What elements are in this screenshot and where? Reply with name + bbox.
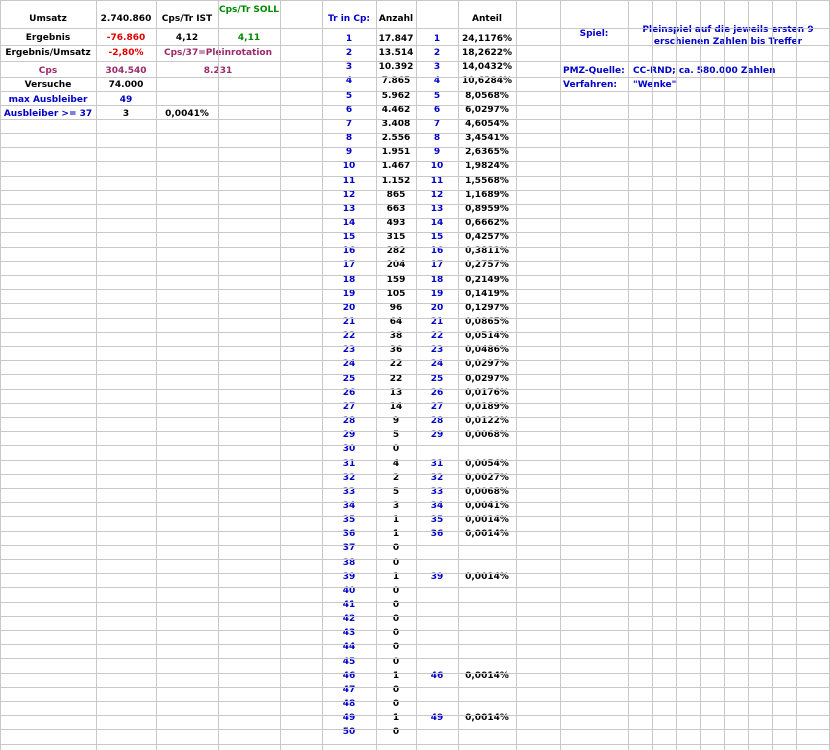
table-cell-anzahl[interactable]: 282 — [386, 246, 406, 256]
table-cell-tr[interactable]: 37 — [342, 543, 356, 553]
header-anzahl[interactable]: Anzahl — [378, 14, 414, 24]
table-cell-anzahl[interactable]: 64 — [389, 317, 403, 327]
spiel-label[interactable]: Spiel: — [579, 29, 609, 39]
table-cell-anteil[interactable]: 0,1419% — [465, 289, 509, 299]
table-cell-index[interactable]: 31 — [430, 459, 444, 469]
table-cell-anzahl[interactable]: 3 — [392, 501, 400, 511]
table-cell-index[interactable]: 7 — [433, 119, 441, 129]
ergebnis-umsatz-value[interactable]: -2,80% — [108, 48, 144, 58]
table-cell-tr[interactable]: 42 — [342, 614, 356, 624]
table-cell-tr[interactable]: 14 — [342, 218, 356, 228]
table-cell-tr[interactable]: 24 — [342, 359, 356, 369]
table-cell-tr[interactable]: 38 — [342, 558, 356, 568]
grid-column-line — [0, 0, 1, 750]
table-cell-index[interactable]: 17 — [430, 260, 444, 270]
table-cell-anteil[interactable]: 0,2757% — [465, 260, 509, 270]
table-cell-anteil[interactable]: 0,0865% — [465, 317, 509, 327]
table-cell-index[interactable]: 4 — [433, 76, 441, 86]
table-cell-anteil[interactable]: 0,6662% — [465, 218, 509, 228]
grid-column-line — [458, 0, 459, 750]
ergebnis-umsatz-label[interactable]: Ergebnis/Umsatz — [5, 48, 91, 58]
table-cell-anteil[interactable]: 0,0068% — [465, 487, 509, 497]
grid-row-line — [0, 545, 830, 546]
umsatz-label[interactable]: Umsatz — [29, 14, 67, 24]
table-cell-anteil[interactable]: 4,6054% — [465, 119, 509, 129]
table-cell-anteil[interactable]: 0,0027% — [465, 473, 509, 483]
pmz-quelle-value[interactable]: CC-RND; ca. 580.000 Zahlen — [633, 66, 776, 76]
table-cell-index[interactable]: 24 — [430, 359, 444, 369]
table-cell-anzahl[interactable]: 5 — [392, 487, 400, 497]
table-cell-anteil[interactable]: 10,6284% — [461, 76, 512, 86]
table-cell-tr[interactable]: 26 — [342, 388, 356, 398]
table-cell-anteil[interactable]: 0,1297% — [465, 303, 509, 313]
grid-row-line — [0, 474, 830, 475]
table-cell-index[interactable]: 33 — [430, 487, 444, 497]
table-cell-tr[interactable]: 2 — [345, 48, 353, 58]
table-cell-anzahl[interactable]: 0 — [392, 614, 400, 624]
table-cell-anteil[interactable]: 18,2622% — [461, 48, 512, 58]
grid-row-line — [0, 658, 830, 659]
table-cell-anzahl[interactable]: 5.962 — [381, 91, 411, 101]
table-cell-anteil[interactable]: 3,4541% — [465, 133, 509, 143]
table-cell-anzahl[interactable]: 13 — [389, 388, 403, 398]
table-cell-tr[interactable]: 28 — [342, 416, 356, 426]
table-cell-anteil[interactable]: 0,0297% — [465, 374, 509, 384]
table-cell-anzahl[interactable]: 0 — [392, 685, 400, 695]
grid-row-line — [0, 715, 830, 716]
cps-tr-ist-header[interactable]: Cps/Tr IST — [161, 14, 213, 24]
table-cell-anzahl[interactable]: 1 — [392, 515, 400, 525]
grid-column-line — [416, 0, 417, 750]
table-cell-tr[interactable]: 3 — [345, 62, 353, 72]
table-cell-anzahl[interactable]: 1.152 — [381, 176, 411, 186]
grid-row-line — [0, 431, 830, 432]
table-cell-tr[interactable]: 45 — [342, 657, 356, 667]
table-cell-anteil[interactable]: 0,0041% — [465, 501, 509, 511]
grid-column-line — [516, 0, 517, 750]
grid-row-line — [0, 374, 830, 375]
table-cell-anzahl[interactable]: 0 — [392, 628, 400, 638]
table-cell-anzahl[interactable]: 36 — [389, 345, 403, 355]
spiel-text-line2[interactable]: erschienen Zahlen bis Treffer — [653, 37, 803, 47]
verfahren-label[interactable]: Verfahren: — [563, 80, 617, 90]
table-cell-anzahl[interactable]: 14 — [389, 402, 403, 412]
grid-row-line — [0, 516, 830, 517]
table-cell-anteil[interactable]: 0,0014% — [465, 713, 509, 723]
table-cell-tr[interactable]: 44 — [342, 642, 356, 652]
table-cell-tr[interactable]: 5 — [345, 91, 353, 101]
table-cell-tr[interactable]: 33 — [342, 487, 356, 497]
table-cell-tr[interactable]: 20 — [342, 303, 356, 313]
table-cell-index[interactable]: 19 — [430, 289, 444, 299]
grid-row-line — [0, 460, 830, 461]
grid-column-line — [676, 0, 677, 750]
table-cell-tr[interactable]: 27 — [342, 402, 356, 412]
table-cell-anzahl[interactable]: 0 — [392, 727, 400, 737]
table-cell-anzahl[interactable]: 1.951 — [381, 147, 411, 157]
grid-row-line — [0, 531, 830, 532]
grid-row-line — [0, 218, 830, 219]
table-cell-anteil[interactable]: 0,0014% — [465, 572, 509, 582]
table-cell-anteil[interactable]: 2,6365% — [465, 147, 509, 157]
table-cell-anzahl[interactable]: 663 — [386, 204, 406, 214]
grid-row-line — [0, 630, 830, 631]
grid-column-line — [280, 0, 281, 750]
table-cell-tr[interactable]: 40 — [342, 586, 356, 596]
table-cell-tr[interactable]: 50 — [342, 727, 356, 737]
grid-row-line — [0, 275, 830, 276]
table-cell-tr[interactable]: 17 — [342, 260, 356, 270]
table-cell-tr[interactable]: 9 — [345, 147, 353, 157]
table-cell-anzahl[interactable]: 159 — [386, 275, 406, 285]
header-anteil[interactable]: Anteil — [472, 14, 502, 24]
table-cell-anteil[interactable]: 0,0176% — [465, 388, 509, 398]
table-cell-anzahl[interactable]: 3.408 — [381, 119, 411, 129]
table-cell-tr[interactable]: 47 — [342, 685, 356, 695]
grid-column-line — [156, 0, 157, 750]
table-cell-anzahl[interactable]: 105 — [386, 289, 406, 299]
table-cell-tr[interactable]: 31 — [342, 459, 356, 469]
grid-row-line — [0, 261, 830, 262]
table-cell-tr[interactable]: 1 — [345, 34, 353, 44]
grid-column-line — [322, 0, 323, 750]
table-cell-index[interactable]: 1 — [433, 34, 441, 44]
table-cell-tr[interactable]: 4 — [345, 76, 353, 86]
table-cell-tr[interactable]: 43 — [342, 628, 356, 638]
table-cell-anzahl[interactable]: 0 — [392, 558, 400, 568]
table-cell-tr[interactable]: 6 — [345, 105, 353, 115]
table-cell-anteil[interactable]: 8,0568% — [465, 91, 509, 101]
table-cell-anzahl[interactable]: 9 — [392, 416, 400, 426]
grid-row-line — [0, 91, 830, 92]
table-cell-index[interactable]: 23 — [430, 345, 444, 355]
table-cell-anteil[interactable]: 1,9824% — [465, 161, 509, 171]
table-cell-tr[interactable]: 30 — [342, 444, 356, 454]
grid-row-line — [0, 644, 830, 645]
table-cell-tr[interactable]: 13 — [342, 204, 356, 214]
table-cell-index[interactable]: 34 — [430, 501, 444, 511]
table-cell-index[interactable]: 28 — [430, 416, 444, 426]
table-cell-tr[interactable]: 21 — [342, 317, 356, 327]
table-cell-index[interactable]: 46 — [430, 671, 444, 681]
grid-row-line — [0, 147, 830, 148]
grid-row-line — [0, 602, 830, 603]
cps37-value[interactable]: 8.231 — [203, 66, 233, 76]
table-cell-tr[interactable]: 25 — [342, 374, 356, 384]
table-cell-anzahl[interactable]: 1 — [392, 529, 400, 539]
grid-row-line — [0, 332, 830, 333]
table-cell-anzahl[interactable]: 7.865 — [381, 76, 411, 86]
table-cell-anteil[interactable]: 0,4257% — [465, 232, 509, 242]
table-cell-anzahl[interactable]: 96 — [389, 303, 403, 313]
table-cell-anzahl[interactable]: 2 — [392, 473, 400, 483]
table-cell-index[interactable]: 12 — [430, 190, 444, 200]
table-cell-anzahl[interactable]: 1 — [392, 572, 400, 582]
table-cell-tr[interactable]: 8 — [345, 133, 353, 143]
grid-row-line — [0, 488, 830, 489]
table-cell-tr[interactable]: 16 — [342, 246, 356, 256]
table-cell-index[interactable]: 35 — [430, 515, 444, 525]
table-cell-anzahl[interactable]: 4.462 — [381, 105, 411, 115]
table-cell-anzahl[interactable]: 22 — [389, 374, 403, 384]
table-cell-anzahl[interactable]: 0 — [392, 586, 400, 596]
table-cell-anzahl[interactable]: 1 — [392, 713, 400, 723]
grid-row-line — [0, 687, 830, 688]
table-cell-tr[interactable]: 7 — [345, 119, 353, 129]
cps37-note[interactable]: Cps/37=Pleinrotation — [163, 48, 272, 58]
table-cell-tr[interactable]: 15 — [342, 232, 356, 242]
grid-row-line — [0, 389, 830, 390]
versuche-label[interactable]: Versuche — [24, 80, 72, 90]
table-cell-index[interactable]: 8 — [433, 133, 441, 143]
table-cell-anzahl[interactable]: 493 — [386, 218, 406, 228]
grid-row-line — [0, 559, 830, 560]
cps-tr-soll-header[interactable]: Cps/Tr SOLL — [218, 5, 280, 15]
table-cell-anzahl[interactable]: 1 — [392, 671, 400, 681]
table-cell-anzahl[interactable]: 13.514 — [378, 48, 414, 58]
grid-row-line — [0, 417, 830, 418]
grid-row-line — [0, 303, 830, 304]
ausbleiber37-label[interactable]: Ausbleiber >= 37 — [3, 109, 93, 119]
grid-row-line — [0, 729, 830, 730]
table-cell-index[interactable]: 26 — [430, 388, 444, 398]
grid-row-line — [0, 744, 830, 745]
verfahren-value[interactable]: "Wenke" — [633, 80, 677, 90]
table-cell-anzahl[interactable]: 204 — [386, 260, 406, 270]
grid-row-line — [0, 0, 830, 1]
grid-row-line — [0, 190, 830, 191]
table-cell-anteil[interactable]: 0,0486% — [465, 345, 509, 355]
grid-column-line — [700, 0, 701, 750]
table-cell-index[interactable]: 25 — [430, 374, 444, 384]
table-cell-anteil[interactable]: 0,8959% — [465, 204, 509, 214]
max-ausbleiber-label[interactable]: max Ausbleiber — [8, 95, 88, 105]
grid-column-line — [96, 0, 97, 750]
table-cell-anzahl[interactable]: 5 — [392, 430, 400, 440]
table-cell-index[interactable]: 14 — [430, 218, 444, 228]
table-cell-tr[interactable]: 34 — [342, 501, 356, 511]
grid-row-line — [0, 105, 830, 106]
table-cell-anzahl[interactable]: 315 — [386, 232, 406, 242]
ausbleiber37-pct[interactable]: 0,0041% — [165, 109, 209, 119]
table-cell-index[interactable]: 20 — [430, 303, 444, 313]
grid-column-line — [748, 0, 749, 750]
table-cell-anteil[interactable]: 0,0014% — [465, 671, 509, 681]
cps-tr-ist-value[interactable]: 4,12 — [175, 33, 199, 43]
grid-row-line — [0, 701, 830, 702]
table-cell-anteil[interactable]: 0,0068% — [465, 430, 509, 440]
grid-row-line — [0, 587, 830, 588]
grid-column-line — [724, 0, 725, 750]
table-cell-anzahl[interactable]: 0 — [392, 699, 400, 709]
grid-column-line — [560, 0, 561, 750]
grid-row-line — [0, 28, 830, 29]
grid-row-line — [0, 360, 830, 361]
grid-row-line — [0, 247, 830, 248]
table-cell-index[interactable]: 32 — [430, 473, 444, 483]
table-cell-anzahl[interactable]: 1.467 — [381, 161, 411, 171]
table-cell-index[interactable]: 21 — [430, 317, 444, 327]
pmz-quelle-label[interactable]: PMZ-Quelle: — [563, 66, 625, 76]
table-cell-anzahl[interactable]: 0 — [392, 600, 400, 610]
grid-row-line — [0, 502, 830, 503]
grid-row-line — [0, 289, 830, 290]
table-cell-anteil[interactable]: 1,5568% — [465, 176, 509, 186]
table-cell-tr[interactable]: 23 — [342, 345, 356, 355]
grid-row-line — [0, 119, 830, 120]
table-cell-index[interactable]: 5 — [433, 91, 441, 101]
table-cell-index[interactable]: 13 — [430, 204, 444, 214]
table-cell-tr[interactable]: 35 — [342, 515, 356, 525]
table-cell-anzahl[interactable]: 2.556 — [381, 133, 411, 143]
table-cell-index[interactable]: 9 — [433, 147, 441, 157]
grid-column-line — [218, 0, 219, 750]
table-cell-anteil[interactable]: 0,0297% — [465, 359, 509, 369]
grid-row-line — [0, 616, 830, 617]
table-cell-tr[interactable]: 46 — [342, 671, 356, 681]
grid-column-line — [772, 0, 773, 750]
table-cell-anteil[interactable]: 0,0189% — [465, 402, 509, 412]
table-cell-anteil[interactable]: 0,0122% — [465, 416, 509, 426]
table-cell-anteil[interactable]: 0,0514% — [465, 331, 509, 341]
table-cell-tr[interactable]: 48 — [342, 699, 356, 709]
ergebnis-value[interactable]: -76.860 — [106, 33, 146, 43]
cps-label[interactable]: Cps — [38, 66, 58, 76]
table-cell-index[interactable]: 2 — [433, 48, 441, 58]
grid-row-line — [0, 318, 830, 319]
header-tr-in-cp[interactable]: Tr in Cp: — [328, 14, 370, 24]
table-cell-index[interactable]: 15 — [430, 232, 444, 242]
table-cell-index[interactable]: 3 — [433, 62, 441, 72]
table-cell-anteil[interactable]: 0,0014% — [465, 515, 509, 525]
ausbleiber37-count[interactable]: 3 — [122, 109, 130, 119]
table-cell-anzahl[interactable]: 10.392 — [378, 62, 414, 72]
table-cell-anzahl[interactable]: 22 — [389, 359, 403, 369]
grid-row-line — [0, 673, 830, 674]
table-cell-tr[interactable]: 39 — [342, 572, 356, 582]
table-cell-index[interactable]: 16 — [430, 246, 444, 256]
cps-value[interactable]: 304.540 — [105, 66, 147, 76]
table-cell-tr[interactable]: 11 — [342, 176, 356, 186]
table-cell-index[interactable]: 11 — [430, 176, 444, 186]
grid-row-line — [0, 176, 830, 177]
table-cell-anteil[interactable]: 0,0054% — [465, 459, 509, 469]
grid-column-line — [796, 0, 797, 750]
table-cell-index[interactable]: 6 — [433, 105, 441, 115]
table-cell-anteil[interactable]: 6,0297% — [465, 105, 509, 115]
grid-row-line — [0, 77, 830, 78]
table-cell-index[interactable]: 49 — [430, 713, 444, 723]
grid-row-line — [0, 45, 830, 46]
max-ausbleiber-value[interactable]: 49 — [119, 95, 133, 105]
table-cell-index[interactable]: 10 — [430, 161, 444, 171]
grid-row-line — [0, 573, 830, 574]
grid-column-line — [628, 0, 629, 750]
table-cell-anzahl[interactable]: 0 — [392, 657, 400, 667]
grid-column-line — [376, 0, 377, 750]
table-cell-anteil[interactable]: 24,1176% — [461, 34, 512, 44]
table-cell-anzahl[interactable]: 0 — [392, 642, 400, 652]
table-cell-tr[interactable]: 36 — [342, 529, 356, 539]
table-cell-tr[interactable]: 32 — [342, 473, 356, 483]
table-cell-anzahl[interactable]: 865 — [386, 190, 406, 200]
table-cell-anteil[interactable]: 0,3811% — [465, 246, 509, 256]
table-cell-index[interactable]: 22 — [430, 331, 444, 341]
table-cell-anzahl[interactable]: 0 — [392, 444, 400, 454]
table-cell-tr[interactable]: 12 — [342, 190, 356, 200]
table-cell-index[interactable]: 29 — [430, 430, 444, 440]
table-cell-anzahl[interactable]: 0 — [392, 543, 400, 553]
table-cell-tr[interactable]: 41 — [342, 600, 356, 610]
spiel-text-line1[interactable]: Pleinspiel auf die jeweils ersten 9 — [642, 25, 814, 35]
table-cell-index[interactable]: 39 — [430, 572, 444, 582]
table-cell-anteil[interactable]: 1,1689% — [465, 190, 509, 200]
grid-row-line — [0, 232, 830, 233]
grid-row-line — [0, 133, 830, 134]
table-cell-anzahl[interactable]: 38 — [389, 331, 403, 341]
table-cell-tr[interactable]: 29 — [342, 430, 356, 440]
table-cell-anzahl[interactable]: 17.847 — [378, 34, 414, 44]
table-cell-tr[interactable]: 18 — [342, 275, 356, 285]
grid-row-line — [0, 346, 830, 347]
cps-tr-soll-value[interactable]: 4,11 — [237, 33, 261, 43]
table-cell-index[interactable]: 18 — [430, 275, 444, 285]
grid-row-line — [0, 445, 830, 446]
table-cell-tr[interactable]: 19 — [342, 289, 356, 299]
table-cell-anzahl[interactable]: 4 — [392, 459, 400, 469]
umsatz-value[interactable]: 2.740.860 — [100, 14, 152, 24]
grid-row-line — [0, 161, 830, 162]
table-cell-tr[interactable]: 49 — [342, 713, 356, 723]
ergebnis-label[interactable]: Ergebnis — [25, 33, 71, 43]
table-cell-anteil[interactable]: 14,0432% — [461, 62, 512, 72]
grid-column-line — [652, 0, 653, 750]
table-cell-tr[interactable]: 10 — [342, 161, 356, 171]
table-cell-tr[interactable]: 22 — [342, 331, 356, 341]
table-cell-index[interactable]: 36 — [430, 529, 444, 539]
grid-row-line — [0, 61, 830, 62]
grid-row-line — [0, 204, 830, 205]
table-cell-anteil[interactable]: 0,0014% — [465, 529, 509, 539]
versuche-value[interactable]: 74.000 — [108, 80, 144, 90]
table-cell-index[interactable]: 27 — [430, 402, 444, 412]
table-cell-anteil[interactable]: 0,2149% — [465, 275, 509, 285]
grid-row-line — [0, 403, 830, 404]
